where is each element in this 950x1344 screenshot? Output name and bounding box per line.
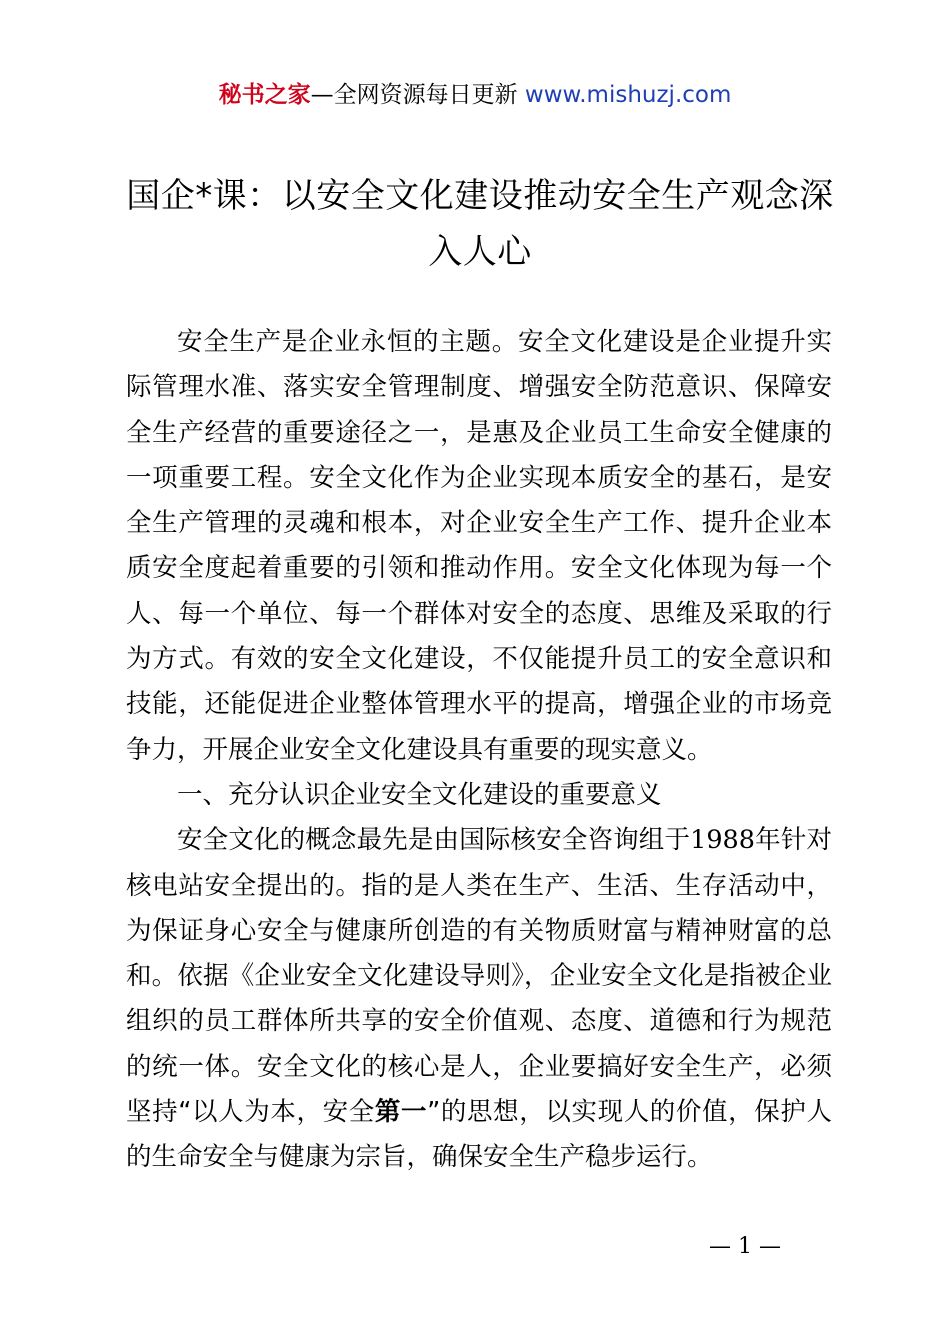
- paragraph-text: 年针对核电站安全提出的。指的是人类在生产、生活、生存活动中，为保证身心安全与健康所创造的有关物质财富与精神财富的总和。依据《企业安全文化建设导则》，企业安全文化是指被企业组织的员工群体所共享的安全价值观、态度、道德和行为规范的统一体。安全文化的核心是人，企业要搞好安全生产，必须坚持“以人为本，安全: [126, 825, 832, 1128]
- year-number: 1988: [690, 825, 756, 856]
- site-header: [0, 78, 950, 112]
- document-title: 国企*课：以安全文化建设推动安全生产观念深入人心: [126, 176, 834, 272]
- bold-emphasis: 第一: [374, 1097, 428, 1128]
- site-slogan: —全网资源每日更新: [310, 82, 518, 108]
- page-number: — 1 —: [709, 1234, 781, 1259]
- document-body: [126, 320, 832, 1181]
- paragraph-text: ”的思想，以实现人的价值，保护人的生命安全与健康为宗旨，确保安全生产稳步运行。: [126, 1097, 832, 1173]
- brand-name: 秘书之家: [218, 82, 311, 108]
- paragraph-text: 安全文化的概念最先是由国际核安全咨询组于: [177, 825, 691, 856]
- section-heading-1: 一、充分认识企业安全文化建设的重要意义: [177, 779, 662, 810]
- paragraph-concept: [126, 818, 832, 1180]
- paragraph-intro: 安全生产是企业永恒的主题。安全文化建设是企业提升实际管理水准、落实安全管理制度、增强安全防范意识、保障安全生产经营的重要途径之一，是惠及企业员工生命安全健康的一项重要工程。安全文化作为企业实现本质安全的基石，是安全生产管理的灵魂和根本，对企业安全生产工作、提升企业本质安全度起着重要的引领和推动作用。安全文化体现为每一个人、每一个单位、每一个群体对安全的态度、思维及采取的行为方式。有效的安全文化建设，不仅能提升员工的安全意识和技能，还能促进企业整体管理水平的提高，增强企业的市场竞争力，开展企业安全文化建设具有重要的现实意义。: [126, 327, 832, 765]
- site-url-link[interactable]: www.mishuzj.com: [524, 82, 732, 108]
